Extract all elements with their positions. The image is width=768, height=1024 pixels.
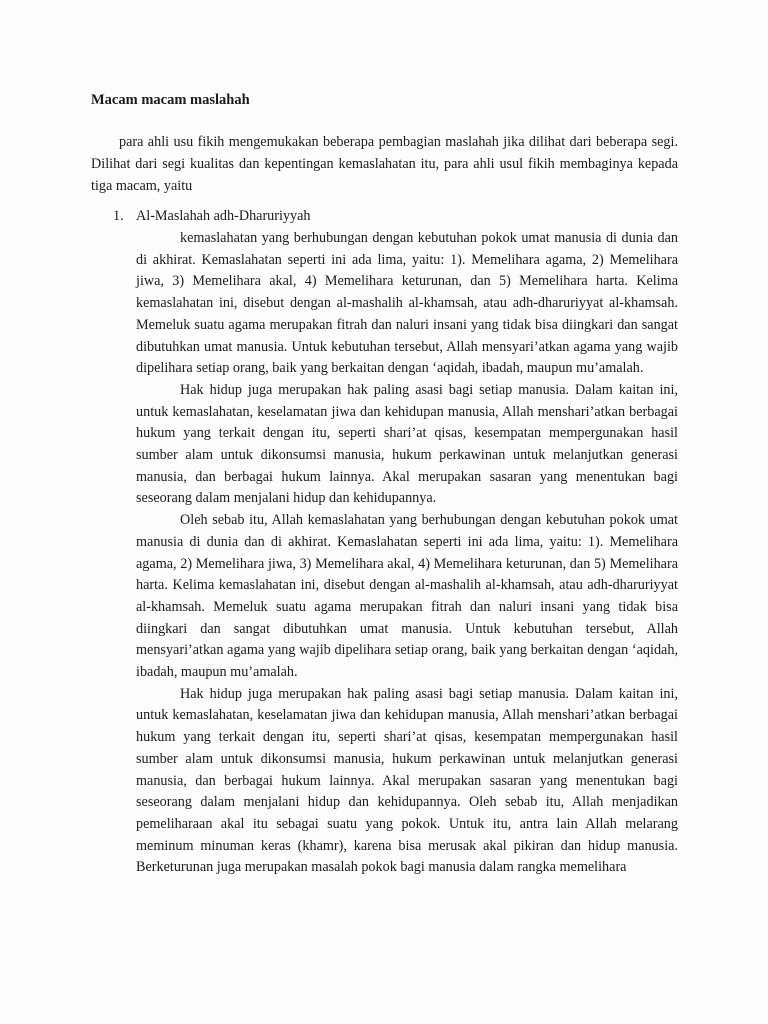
body-paragraph-1: kemaslahatan yang berhubungan dengan kebutuhan pokok umat manusia di dunia dan di akhirat. Kemaslahatan seperti ini ada lima, yaitu: 1). Memelihara agama, 2) Memelihara jiwa, 3) Memelihara akal, 4) Memelihara keturunan, dan 5) Memelihara harta. Kelima kemaslahatan ini, disebut dengan al-mashalih al-khamsah, atau adh-dharuriyyat al-khamsah. Memeluk suatu agama merupakan fitrah dan naluri insani yang tidak bisa diingkari dan sangat dibutuhkan umat manusia. Untuk kebutuhan tersebut, Allah mensyari’atkan agama yang wajib dipelihara setiap orang, baik yang berkaitan dengan ‘aqidah, ibadah, maupun mu’amalah. [136, 230, 678, 377]
intro-paragraph: para ahli usu fikih mengemukakan beberapa pembagian maslahah jika dilihat dari beberapa segi. Dilihat dari segi kualitas dan kepentingan kemaslahatan itu, para ahli usul fikih membaginya kepada tiga macam, yaitu [91, 134, 678, 194]
list-item-heading: Al-Maslahah adh-Dharuriyyah [136, 208, 311, 224]
list-item-body [136, 228, 678, 879]
list-item-number: 1. [113, 208, 124, 224]
body-paragraph-2: Hak hidup juga merupakan hak paling asasi bagi setiap manusia. Dalam kaitan ini, untuk kemaslahatan, keselamatan jiwa dan kehidupan manusia, Allah menshari’atkan berbagai hukum yang terkait dengan itu, seperti shari’at qisas, kesempatan mempergunakan hasil sumber alam untuk dikonsumsi manusia, hukum perkawinan untuk melanjutkan generasi manusia, dan berbagai hukum lainnya. Akal merupakan sasaran yang menentukan bagi seseorang dalam menjalani hidup dan kehidupannya. [136, 381, 678, 507]
body-paragraph-3: Oleh sebab itu, Allah kemaslahatan yang berhubungan dengan kebutuhan pokok umat manusia di dunia dan di akhirat. Kemaslahatan seperti ini ada lima, yaitu: 1). Memelihara agama, 2) Memelihara jiwa, 3) Memelihara akal, 4) Memelihara keturunan, dan 5) Memelihara harta. Kelima kemaslahatan ini, disebut dengan al-mashalih al-khamsah, atau adh-dharuriyyat al-khamsah. Memeluk suatu agama merupakan fitrah dan naluri insani yang tidak bisa diingkari dan sangat dibutuhkan umat manusia. Untuk kebutuhan tersebut, Allah mensyari’atkan agama yang wajib dipelihara setiap orang, baik yang berkaitan dengan ‘aqidah, ibadah, maupun mu’amalah. [136, 512, 678, 681]
document-title: Macam macam maslahah [91, 92, 250, 108]
body-paragraph-4: Hak hidup juga merupakan hak paling asasi bagi setiap manusia. Dalam kaitan ini, untuk kemaslahatan, keselamatan jiwa dan kehidupan manusia, Allah menshari’atkan berbagai hukum yang terkait dengan itu, seperti shari’at qisas, kesempatan mempergunakan hasil sumber alam untuk dikonsumsi manusia, hukum perkawinan untuk melanjutkan generasi manusia, dan berbagai hukum lainnya. Akal merupakan sasaran yang menentukan bagi seseorang dalam menjalani hidup dan kehidupannya. Oleh sebab itu, Allah menjadikan pemeliharaan akal itu sebagai suatu yang pokok. Untuk itu, antra lain Allah melarang meminum minuman keras (khamr), karena bisa merusak akal pikiran dan hidup manusia. Berketurunan juga merupakan masalah pokok bagi manusia dalam rangka memelihara [136, 685, 678, 876]
